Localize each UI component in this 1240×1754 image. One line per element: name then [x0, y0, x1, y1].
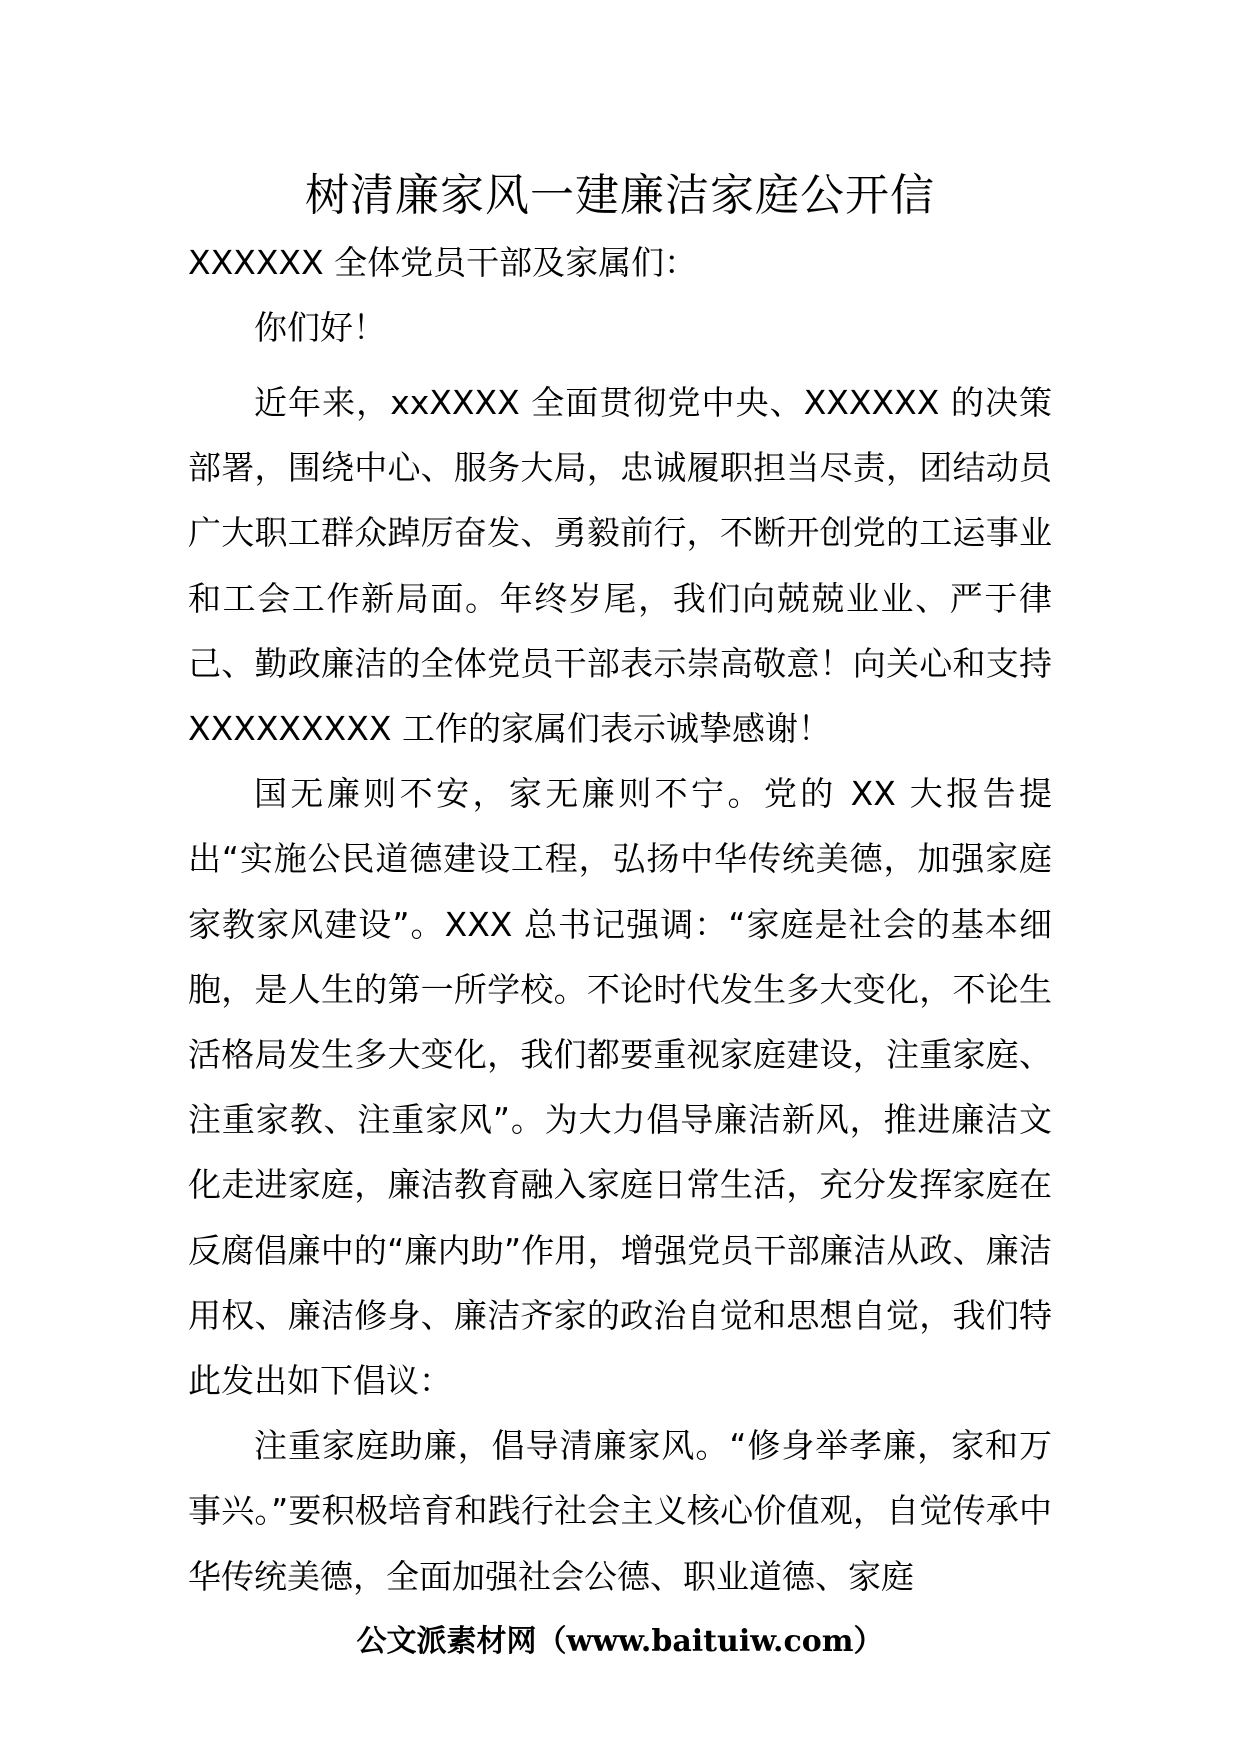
body-paragraph: 近年来，xxXXXX 全面贯彻党中央、XXXXXX 的决策部署，围绕中心、服务大局，忠诚履职担当尽责，团结动员广大职工群众踔厉奋发、勇毅前行，不断开创党的工运事业和工会工作新局面。年终岁尾，我们向兢兢业业、严于律己、勤政廉洁的全体党员干部表示崇高敬意！向关心和支持 XXXXXXXXX 工作的家属们表示诚挚感谢！ [188, 383, 1052, 749]
body-paragraph: 注重家庭助廉，倡导清廉家风。“修身举孝廉，家和万事兴。”要积极培育和践行社会主义核心价值观，自觉传承中华传统美德，全面加强社会公德、职业道德、家庭 [188, 1426, 1052, 1596]
footer-watermark: 公文派素材网（www.baituiw.com） [356, 1624, 884, 1659]
body-paragraph: 国无廉则不安，家无廉则不宁。党的 XX 大报告提出“实施公民道德建设工程，弘扬中华传统美德，加强家庭家教家风建设”。XXX 总书记强调：“家庭是社会的基本细胞，是人生的第一所学校。不论时代发生多大变化，不论生活格局发生多大变化，我们都要重视家庭建设，注重家庭、注重家教、注重家风”。为大力倡导廉洁新风，推进廉洁文化走进家庭，廉洁教育融入家庭日常生活，充分发挥家庭在反腐倡廉中的“廉内助”作用，增强党员干部廉洁从政、廉洁用权、廉洁修身、廉洁齐家的政治自觉和思想自觉，我们特此发出如下倡议： [188, 774, 1052, 1401]
page-title: 树清廉家风一建廉洁家庭公开信 [305, 170, 935, 221]
letter-body [188, 370, 1052, 1609]
greeting: 你们好！ [254, 308, 386, 347]
salutation: XXXXXX 全体党员干部及家属们： [188, 243, 698, 282]
